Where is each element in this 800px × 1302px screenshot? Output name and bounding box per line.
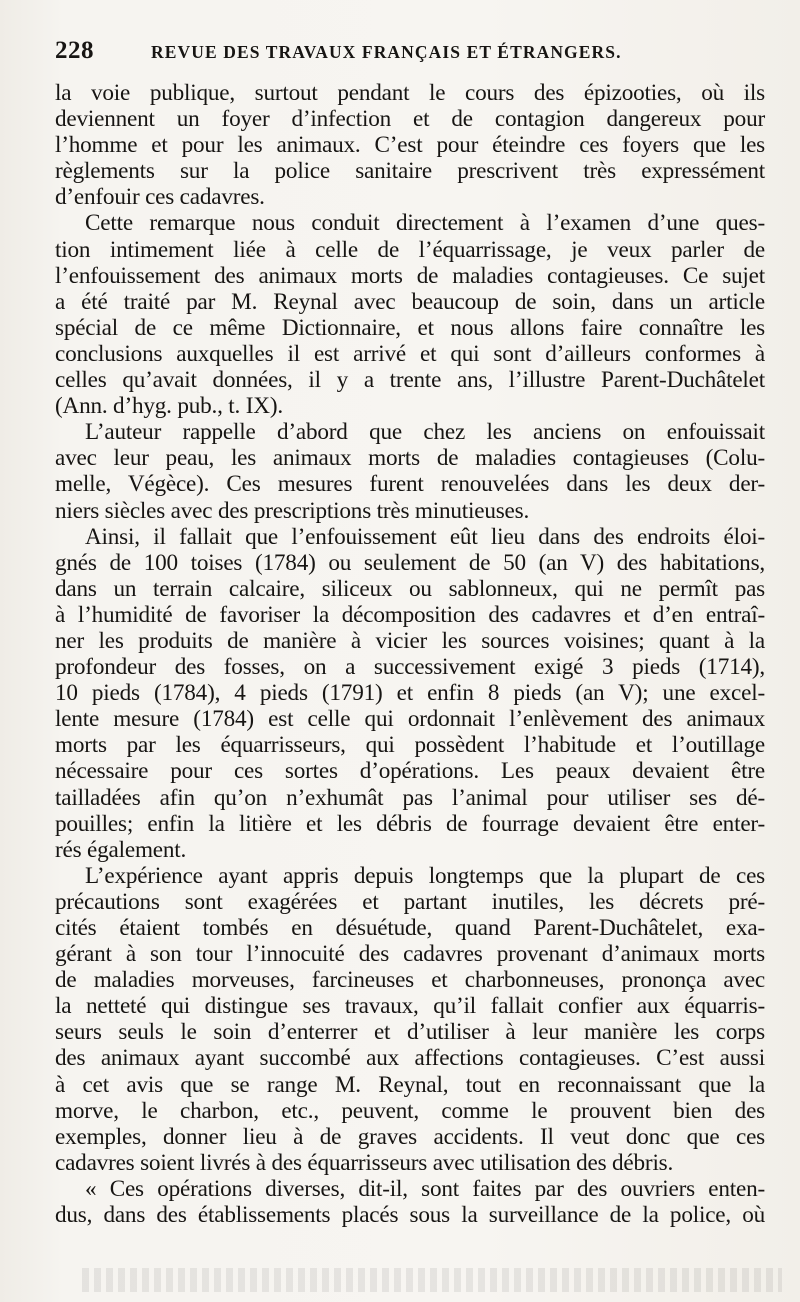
- text-line: tailladées afin qu’on n’exhumât pas l’animal pour utiliser ses dé-: [55, 784, 765, 811]
- text-line: melle, Végèce). Ces mesures furent renouvelées dans les deux der-: [55, 471, 765, 498]
- text-line: règlements sur la police sanitaire prescrivent très expressément: [55, 158, 765, 185]
- text-line: profondeur des fosses, on a successivement exigé 3 pieds (1714),: [55, 654, 765, 681]
- page-bleed-through: [82, 1268, 782, 1292]
- page-number: 228: [55, 37, 94, 64]
- text-line: ner les produits de manière à vicier les sources voisines; quant à la: [55, 627, 765, 654]
- text-line: Cette remarque nous conduit directement à l’examen d’une ques-: [85, 210, 765, 237]
- text-line: précautions sont exagérées et partant inutiles, les décrets pré-: [55, 888, 765, 915]
- text-line: Ainsi, il fallait que l’enfouissement eût lieu dans des endroits éloi-: [85, 523, 765, 550]
- text-line: seurs seuls le soin d’enterrer et d’utiliser à leur manière les corps: [55, 1019, 765, 1046]
- text-line: morve, le charbon, etc., peuvent, comme le prouvent bien des: [55, 1097, 765, 1124]
- text-line: 10 pieds (1784), 4 pieds (1791) et enfin 8 pieds (an V); une excel-: [55, 680, 765, 707]
- text-line: dans un terrain calcaire, siliceux ou sablonneux, qui ne permît pas: [55, 575, 765, 602]
- text-line: cités étaient tombés en désuétude, quand Parent-Duchâtelet, exa-: [55, 915, 765, 941]
- text-line: exemples, donner lieu à de graves accidents. Il veut donc que ces: [55, 1123, 765, 1150]
- text-line: rés également.: [55, 836, 187, 863]
- text-line: à l’humidité de favoriser la décomposition des cadavres et d’en entraî-: [55, 601, 765, 628]
- text-line: niers siècles avec des prescriptions très minutieuses.: [55, 497, 530, 524]
- text-line: pouilles; enfin la litière et les débris de fourrage devaient être enter-: [55, 810, 765, 837]
- text-line: nécessaire pour ces sortes d’opérations. Les peaux devaient être: [55, 758, 765, 785]
- text-line: à cet avis que se range M. Reynal, tout en reconnaissant que la: [55, 1071, 765, 1098]
- text-line: a été traité par M. Reynal avec beaucoup de soin, dans un article: [55, 288, 765, 315]
- text-line: avec leur peau, les animaux morts de maladies contagieuses (Colu-: [55, 445, 765, 472]
- text-line: spécial de ce même Dictionnaire, et nous allons faire connaître les: [55, 314, 765, 341]
- page-header: [55, 34, 755, 68]
- text-line: la netteté qui distingue ses travaux, qu’il fallait confier aux équarris-: [55, 993, 765, 1020]
- text-line: d’enfouir ces cadavres.: [55, 184, 265, 211]
- text-line: tion intimement liée à celle de l’équarrissage, je veux parler de: [55, 236, 765, 263]
- text-line: « Ces opérations diverses, dit-il, sont faites par des ouvriers enten-: [85, 1175, 765, 1202]
- text-line: des animaux ayant succombé aux affections contagieuses. C’est aussi: [55, 1045, 765, 1072]
- text-line: L’expérience ayant appris depuis longtemps que la plupart de ces: [85, 862, 765, 889]
- text-line: l’homme et pour les animaux. C’est pour éteindre ces foyers que les: [55, 132, 765, 159]
- text-line: morts par les équarrisseurs, qui possèdent l’habitude et l’outillage: [55, 732, 765, 759]
- text-line: celles qu’avait données, il y a trente ans, l’illustre Parent-Duchâtelet: [55, 367, 765, 394]
- running-title: REVUE DES TRAVAUX FRANÇAIS ET ÉTRANGERS.: [151, 42, 622, 62]
- text-line: gnés de 100 toises (1784) ou seulement de 50 (an V) des habitations,: [55, 549, 765, 576]
- text-line: dus, dans des établissements placés sous la surveillance de la police, où: [55, 1202, 765, 1229]
- text-line: lente mesure (1784) est celle qui ordonnait l’enlèvement des animaux: [55, 706, 765, 733]
- text-line: de maladies morveuses, farcineuses et charbonneuses, prononça avec: [55, 967, 765, 994]
- text-line: (Ann. d’hyg. pub., t. IX).: [55, 393, 283, 420]
- text-line: cadavres soient livrés à des équarrisseurs avec utilisation des débris.: [55, 1149, 674, 1176]
- text-line: L’auteur rappelle d’abord que chez les anciens on enfouissait: [85, 419, 765, 446]
- text-line: deviennent un foyer d’infection et de contagion dangereux pour: [55, 106, 765, 133]
- text-line: l’enfouissement des animaux morts de maladies contagieuses. Ce sujet: [55, 262, 765, 289]
- text-line: la voie publique, surtout pendant le cours des épizooties, où ils: [55, 80, 765, 106]
- body-text: [55, 80, 765, 1228]
- text-line: conclusions auxquelles il est arrivé et qui sont d’ailleurs conformes à: [55, 340, 765, 367]
- text-line: gérant à son tour l’innocuité des cadavres provenant d’animaux morts: [55, 941, 765, 968]
